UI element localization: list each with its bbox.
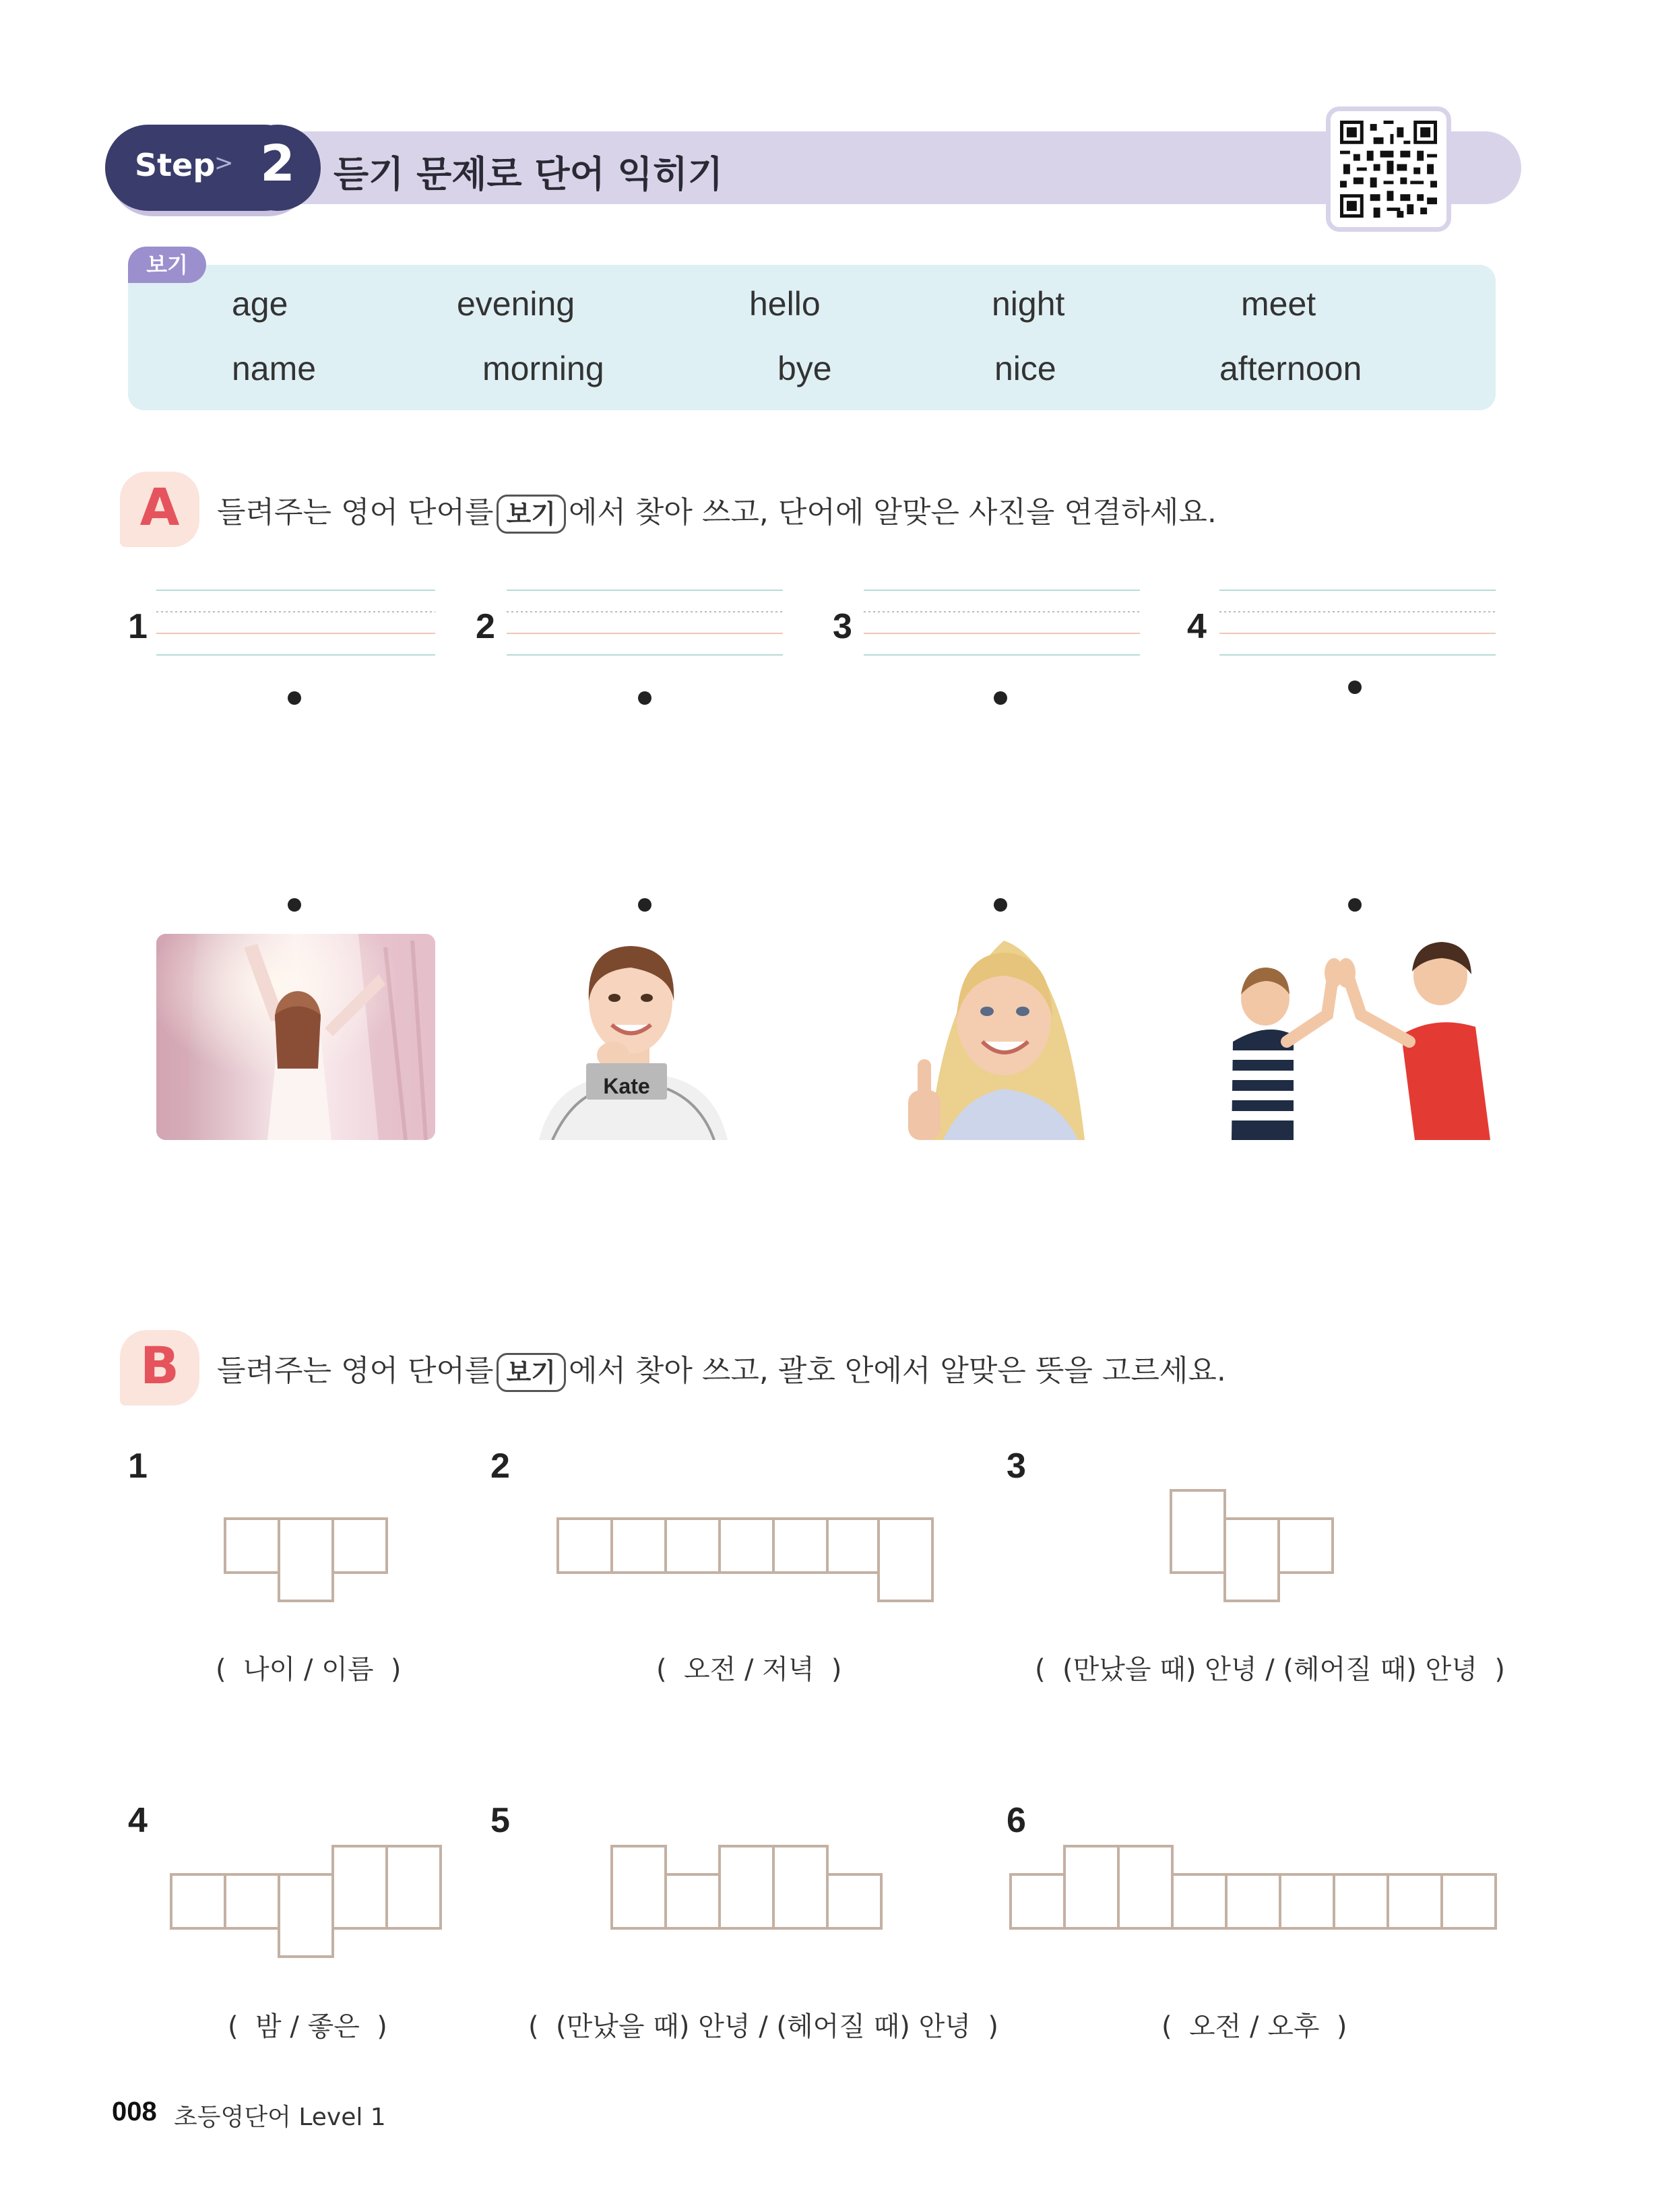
word-bank-item: afternoon bbox=[1219, 350, 1362, 387]
header-bar bbox=[115, 131, 1521, 204]
item-number: 1 bbox=[128, 607, 148, 646]
word-bank-item: age bbox=[232, 285, 288, 323]
letter-box[interactable] bbox=[1063, 1845, 1120, 1930]
letter-box[interactable] bbox=[664, 1873, 721, 1930]
letter-box[interactable] bbox=[1387, 1873, 1443, 1930]
letter-box-grid[interactable] bbox=[224, 1517, 388, 1602]
letter-box[interactable] bbox=[877, 1517, 934, 1602]
letter-box[interactable] bbox=[1277, 1517, 1334, 1574]
instruction-text: 들려주는 영어 단어를 bbox=[217, 1354, 494, 1388]
photo-morning-graphic bbox=[156, 934, 435, 1140]
connect-dot[interactable] bbox=[638, 898, 651, 912]
qr-code-icon[interactable] bbox=[1326, 106, 1451, 232]
letter-box[interactable] bbox=[826, 1873, 883, 1930]
photo-thumbs-up-graphic bbox=[903, 934, 1100, 1140]
photo-high-five-graphic bbox=[1213, 934, 1496, 1140]
letter-box[interactable] bbox=[772, 1517, 829, 1574]
letter-box[interactable] bbox=[1009, 1873, 1066, 1930]
meaning-choice[interactable]: ( 오전 / 저녁 ) bbox=[656, 1654, 842, 1685]
word-bank-item: nice bbox=[994, 350, 1056, 387]
letter-box[interactable] bbox=[1223, 1517, 1280, 1602]
letter-box[interactable] bbox=[1117, 1845, 1174, 1930]
letter-box[interactable] bbox=[331, 1517, 388, 1574]
letter-box[interactable] bbox=[385, 1845, 442, 1930]
qr-code-graphic bbox=[1340, 121, 1437, 218]
word-bank-item: morning bbox=[482, 350, 604, 387]
letter-box[interactable] bbox=[331, 1845, 388, 1930]
meaning-choice[interactable]: ( 오전 / 오후 ) bbox=[1161, 2011, 1347, 2042]
step-label: Step bbox=[135, 147, 216, 183]
letter-box[interactable] bbox=[224, 1517, 280, 1574]
item-number: 1 bbox=[128, 1447, 148, 1486]
item-number: 3 bbox=[1007, 1447, 1026, 1486]
connect-dot[interactable] bbox=[288, 898, 301, 912]
meaning-choice[interactable]: ( 밤 / 좋은 ) bbox=[228, 2011, 387, 2042]
meaning-choice[interactable]: ( (만났을 때) 안녕 / (헤어질 때) 안녕 ) bbox=[1035, 1654, 1505, 1685]
connect-dot[interactable] bbox=[994, 691, 1007, 705]
word-bank-ref-tag: 보기 bbox=[497, 495, 566, 534]
word-bank-item: hello bbox=[749, 285, 821, 323]
instruction-text: 들려주는 영어 단어를 bbox=[217, 495, 494, 530]
page-number: 008 bbox=[112, 2097, 157, 2126]
item-number: 2 bbox=[476, 607, 495, 646]
letter-box[interactable] bbox=[1225, 1873, 1281, 1930]
word-bank-item: bye bbox=[777, 350, 832, 387]
photo-name-card-graphic bbox=[532, 934, 734, 1140]
item-number: 4 bbox=[1187, 607, 1207, 646]
letter-box[interactable] bbox=[1279, 1873, 1335, 1930]
letter-box[interactable] bbox=[556, 1517, 613, 1574]
name-card-text: Kate bbox=[603, 1074, 650, 1098]
letter-box-grid[interactable] bbox=[1170, 1489, 1334, 1602]
connect-dot[interactable] bbox=[638, 691, 651, 705]
item-number: 4 bbox=[128, 1801, 148, 1840]
connect-dot[interactable] bbox=[288, 691, 301, 705]
letter-box-grid[interactable] bbox=[556, 1517, 934, 1602]
letter-box[interactable] bbox=[826, 1517, 883, 1574]
item-number: 6 bbox=[1007, 1801, 1026, 1840]
photo-morning-stretch[interactable] bbox=[156, 934, 435, 1140]
writing-lines[interactable] bbox=[1219, 585, 1496, 659]
section-b-letter: B bbox=[140, 1335, 179, 1395]
meaning-choice[interactable]: ( (만났을 때) 안녕 / (헤어질 때) 안녕 ) bbox=[528, 2011, 998, 2042]
letter-box[interactable] bbox=[718, 1845, 775, 1930]
page-title: 듣기 문제로 단어 익히기 bbox=[333, 153, 724, 195]
section-b-instruction bbox=[217, 1346, 1226, 1392]
step-number: 2 bbox=[260, 135, 295, 193]
section-a-instruction bbox=[217, 488, 1217, 534]
letter-box[interactable] bbox=[772, 1845, 829, 1930]
instruction-text: 에서 찾아 쓰고, 단어에 알맞은 사진을 연결하세요. bbox=[568, 495, 1217, 530]
item-number: 2 bbox=[490, 1447, 510, 1486]
writing-lines[interactable] bbox=[864, 585, 1140, 659]
letter-box[interactable] bbox=[278, 1517, 334, 1602]
word-bank-ref-tag: 보기 bbox=[497, 1353, 566, 1392]
photo-girl-name-card[interactable] bbox=[532, 934, 734, 1140]
letter-box-grid[interactable] bbox=[1009, 1845, 1497, 1930]
letter-box[interactable] bbox=[664, 1517, 721, 1574]
item-number: 5 bbox=[490, 1801, 510, 1840]
letter-box[interactable] bbox=[170, 1873, 226, 1930]
letter-box[interactable] bbox=[1170, 1489, 1226, 1574]
word-bank-item: meet bbox=[1241, 285, 1316, 323]
photo-boys-high-five[interactable] bbox=[1213, 934, 1496, 1140]
letter-box[interactable] bbox=[1171, 1873, 1228, 1930]
meaning-choice[interactable]: ( 나이 / 이름 ) bbox=[216, 1654, 402, 1685]
instruction-text: 에서 찾아 쓰고, 괄호 안에서 알맞은 뜻을 고르세요. bbox=[568, 1354, 1226, 1388]
connect-dot[interactable] bbox=[994, 898, 1007, 912]
letter-box[interactable] bbox=[1333, 1873, 1389, 1930]
connect-dot[interactable] bbox=[1348, 898, 1362, 912]
word-bank-item: evening bbox=[457, 285, 575, 323]
connect-dot[interactable] bbox=[1348, 681, 1362, 694]
photo-girl-thumbs-up[interactable] bbox=[903, 934, 1100, 1140]
chevron-right-icon: > bbox=[214, 150, 234, 177]
letter-box-grid[interactable] bbox=[610, 1845, 883, 1930]
letter-box[interactable] bbox=[1440, 1873, 1497, 1930]
letter-box[interactable] bbox=[610, 1845, 667, 1930]
word-bank-item: name bbox=[232, 350, 317, 387]
section-a-letter: A bbox=[139, 477, 180, 537]
book-title: 초등영단어 Level 1 bbox=[174, 2104, 386, 2131]
letter-box[interactable] bbox=[278, 1873, 334, 1958]
writing-lines[interactable] bbox=[507, 585, 783, 659]
item-number: 3 bbox=[833, 607, 852, 646]
letter-box-grid[interactable] bbox=[170, 1845, 442, 1958]
word-bank-item: night bbox=[992, 285, 1065, 323]
word-bank-tag: 보기 bbox=[128, 247, 206, 283]
writing-lines[interactable] bbox=[156, 585, 435, 659]
letter-box[interactable] bbox=[610, 1517, 667, 1574]
letter-box[interactable] bbox=[224, 1873, 280, 1930]
letter-box[interactable] bbox=[718, 1517, 775, 1574]
